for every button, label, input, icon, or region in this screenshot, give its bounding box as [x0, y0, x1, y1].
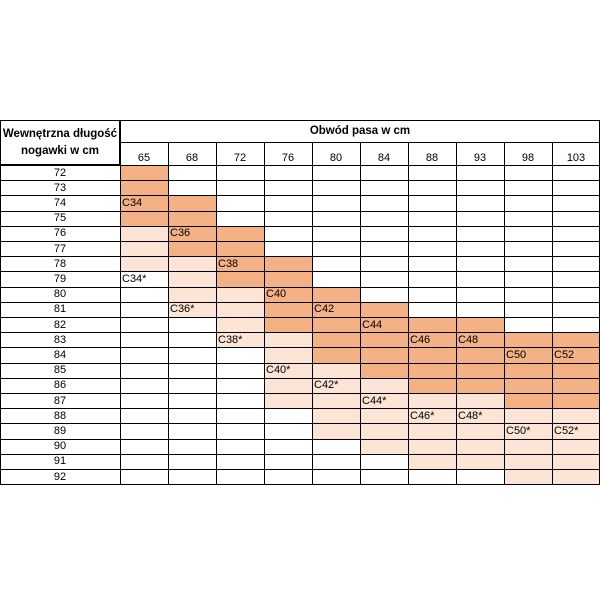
grid-line-h [0, 302, 600, 303]
column-label: 88 [425, 152, 439, 164]
row-label: 81 [53, 303, 67, 316]
size-block-dark-c42 [312, 287, 360, 363]
size-label: C50 [506, 348, 527, 361]
grid-line-h [0, 393, 600, 394]
row-label: 84 [53, 348, 67, 361]
row-label: 89 [53, 424, 67, 437]
size-label: C34* [122, 272, 147, 285]
grid-line-h [0, 180, 600, 181]
size-label: C38* [218, 333, 243, 346]
grid-line-h [0, 271, 600, 272]
row-label: 82 [53, 318, 67, 331]
size-label: C42* [314, 379, 339, 392]
grid-line-h [0, 484, 600, 485]
row-label: 90 [53, 440, 67, 453]
size-block-light-c52 [552, 408, 600, 484]
grid-line-v [360, 142, 361, 485]
grid-line-h [0, 378, 600, 379]
size-block-dark-c46 [408, 317, 456, 393]
grid-line-v [504, 142, 505, 485]
row-label: 79 [53, 272, 67, 285]
grid-line-v-label [120, 120, 121, 485]
grid-line-h [0, 454, 600, 455]
column-label: 98 [521, 152, 535, 164]
row-label: 80 [53, 288, 67, 301]
column-label: 80 [329, 152, 343, 164]
grid-line-h [0, 317, 600, 318]
row-label: 91 [53, 455, 67, 468]
grid-line-h [0, 256, 600, 257]
grid-line-v [312, 142, 313, 485]
size-label: C50* [506, 424, 531, 437]
size-label: C36* [170, 303, 195, 316]
grid-line-h [0, 241, 600, 242]
size-block-light-c46 [408, 393, 456, 469]
row-label: 87 [53, 394, 67, 407]
size-label: C46* [410, 409, 435, 422]
grid-line-h [0, 332, 600, 333]
row-label: 75 [53, 212, 67, 225]
grid-line-h [0, 347, 600, 348]
column-label: 84 [377, 152, 391, 164]
row-label: 74 [53, 196, 67, 209]
row-header-line-2: nogawki w cm [21, 144, 99, 157]
column-label: 65 [137, 152, 151, 164]
column-label: 72 [233, 152, 247, 164]
size-block-dark-c48 [456, 317, 504, 393]
size-block-dark-c44 [360, 302, 408, 378]
grid-line-h [0, 469, 600, 470]
row-label: 85 [53, 364, 67, 377]
column-label: 68 [185, 152, 199, 164]
row-label: 73 [53, 181, 67, 194]
grid-line-h [0, 363, 600, 364]
grid-line-h [0, 439, 600, 440]
row-header-title [0, 120, 120, 165]
size-label: C38 [218, 257, 239, 270]
column-label: 93 [473, 152, 487, 164]
size-label: C42 [314, 303, 335, 316]
size-label: C40 [266, 288, 287, 301]
grid-line-h [0, 165, 600, 166]
size-block-light-c42 [312, 363, 360, 439]
row-label: 92 [53, 470, 67, 483]
row-label: 88 [53, 409, 67, 422]
grid-line-v [216, 142, 217, 485]
size-label: C46 [410, 333, 431, 346]
grid-line-h [0, 226, 600, 227]
size-label: C40* [266, 364, 291, 377]
grid-line-h [0, 211, 600, 212]
grid-line-top [120, 120, 600, 121]
size-label: C34 [122, 196, 143, 209]
row-label: 72 [53, 166, 67, 179]
grid-line-v [408, 142, 409, 485]
size-label: C44* [362, 394, 387, 407]
row-label: 76 [53, 227, 67, 240]
size-block-light-c34 [120, 226, 168, 272]
size-label: C52* [554, 424, 579, 437]
column-label: 76 [281, 152, 295, 164]
size-block-light-c48 [456, 393, 504, 469]
grid-line-h [0, 195, 600, 196]
row-label: 78 [53, 257, 67, 270]
row-label: 83 [53, 333, 67, 346]
grid-line-v [552, 142, 553, 485]
row-label: 86 [53, 379, 67, 392]
grid-line-h [0, 423, 600, 424]
grid-line-v [456, 142, 457, 485]
row-label: 77 [53, 242, 67, 255]
size-label: C36 [170, 227, 191, 240]
column-label: 103 [566, 152, 586, 164]
grid-line-h [0, 408, 600, 409]
grid-line-v-left [0, 120, 1, 484]
column-header-title: Obwód pasa w cm [309, 125, 411, 137]
size-block-light-c44 [360, 378, 408, 454]
size-label: C48* [458, 409, 483, 422]
size-block-light-c50 [504, 408, 552, 484]
size-label: C44 [362, 318, 383, 331]
size-block-dark-c50 [504, 332, 552, 408]
size-block-dark-c52 [552, 332, 600, 408]
grid-line-v [264, 142, 265, 485]
grid-line-h [0, 287, 600, 288]
size-label: C48 [458, 333, 479, 346]
row-header-line-1: Wewnętrzna długość [2, 127, 118, 140]
grid-line-v [168, 142, 169, 485]
size-label: C52 [554, 348, 575, 361]
